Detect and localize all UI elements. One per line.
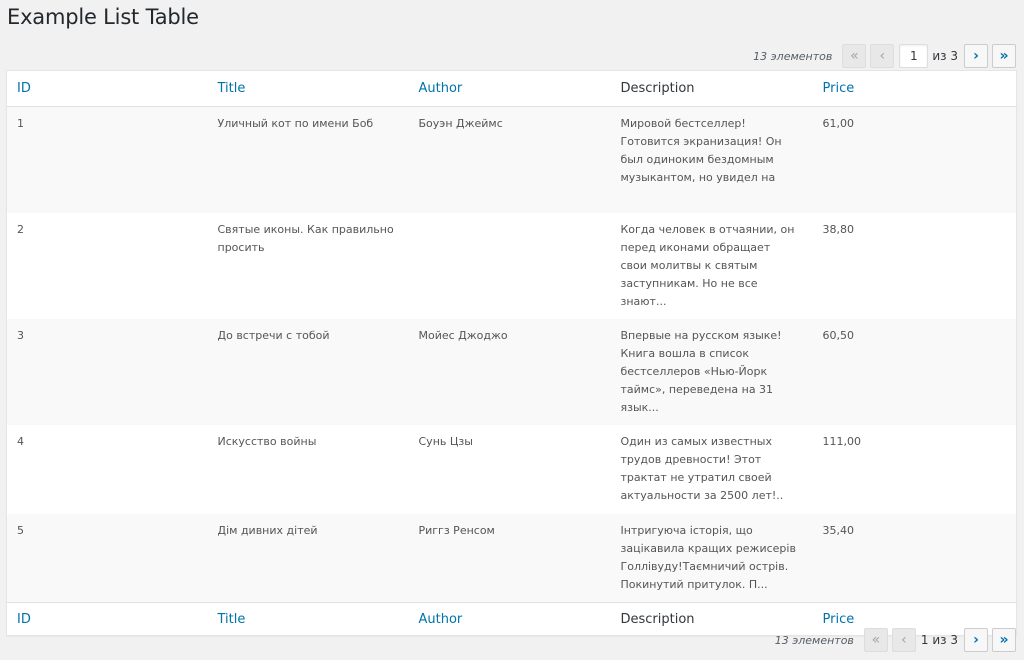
prev-page-button[interactable]: ‹ — [870, 44, 894, 68]
cell-author: Боуэн Джеймс — [418, 117, 503, 130]
page-title: Example List Table — [7, 5, 199, 29]
cell-title: До встречи с тобой — [217, 328, 330, 342]
total-pages: из 3 — [932, 49, 958, 63]
next-page-button[interactable]: › — [964, 628, 988, 652]
cell-price: 60,50 — [822, 328, 854, 342]
first-page-button[interactable]: « — [864, 628, 888, 652]
pagination-top — [753, 44, 1016, 68]
column-footer-description: Description — [611, 603, 813, 636]
cell-author: Мойес Джоджо — [418, 328, 508, 342]
last-page-button[interactable]: » — [992, 628, 1016, 652]
paging-input — [921, 633, 960, 647]
cell-author: Сунь Цзы — [418, 434, 473, 448]
cell-title: Уличный кот по имени Боб — [217, 117, 374, 130]
last-page-button[interactable]: » — [992, 44, 1016, 68]
column-footer-price[interactable]: Price — [813, 603, 1017, 636]
cell-description: Впервые на русском языке! Книга вошла в список бестселлеров «Нью-Йорк таймс», переведена на 31 язык... — [620, 328, 782, 414]
cell-price: 61,00 — [822, 117, 854, 130]
paging-input — [899, 44, 960, 68]
cell-description: Інтригуюча історія, що зацікавила кращих режисерів Голлівуду!Таємничий острів. Покинутий притулок. П... — [620, 523, 796, 591]
cell-description: Один из самых известных трудов древности! Этот трактат не утратил своей актуальности за 2500 лет!.. — [620, 434, 784, 502]
table-row — [7, 213, 1017, 319]
cell-price: 111,00 — [822, 434, 861, 448]
table-row — [7, 425, 1017, 514]
cell-description: Мировой бестселлер!Готовится экранизация! Он был одиноким бездомным музыкантом, но увидел на — [620, 117, 782, 184]
table-row — [7, 514, 1017, 603]
cell-description: Когда человек в отчаянии, он перед иконами обращает свои молитвы к святым заступникам. Но не все знают... — [620, 222, 795, 308]
column-footer-id[interactable]: ID — [7, 603, 208, 636]
column-header-description: Description — [611, 71, 813, 107]
cell-id: 1 — [17, 117, 24, 130]
column-header-price[interactable]: Price — [813, 71, 1017, 107]
items-count: 13 элементов — [753, 49, 833, 63]
column-footer-author[interactable]: Author — [409, 603, 611, 636]
table-row — [7, 319, 1017, 425]
table-row — [7, 107, 1017, 213]
cell-price: 38,80 — [822, 222, 854, 236]
table-header-row — [7, 71, 1017, 107]
cell-title: Святые иконы. Как правильно просить — [217, 222, 394, 254]
prev-page-button[interactable]: ‹ — [892, 628, 916, 652]
column-header-title[interactable]: Title — [208, 71, 409, 107]
cell-id: 2 — [17, 222, 24, 236]
cell-author — [409, 213, 611, 319]
cell-id: 5 — [17, 523, 24, 537]
first-page-button[interactable]: « — [842, 44, 866, 68]
cell-author: Риггз Ренсом — [418, 523, 495, 537]
column-header-author[interactable]: Author — [409, 71, 611, 107]
list-table — [6, 70, 1017, 636]
next-page-button[interactable]: › — [964, 44, 988, 68]
column-footer-title[interactable]: Title — [208, 603, 409, 636]
items-count: 13 элементов — [774, 633, 854, 647]
column-header-id[interactable]: ID — [7, 71, 208, 107]
cell-id: 3 — [17, 328, 24, 342]
cell-title: Искусство войны — [217, 434, 317, 448]
cell-id: 4 — [17, 434, 24, 448]
cell-price: 35,40 — [822, 523, 854, 537]
current-page-input[interactable] — [899, 44, 928, 68]
cell-title: Дім дивних дітей — [217, 523, 318, 537]
page-indicator: 1 из 3 — [920, 633, 958, 647]
pagination-bottom — [775, 628, 1016, 652]
